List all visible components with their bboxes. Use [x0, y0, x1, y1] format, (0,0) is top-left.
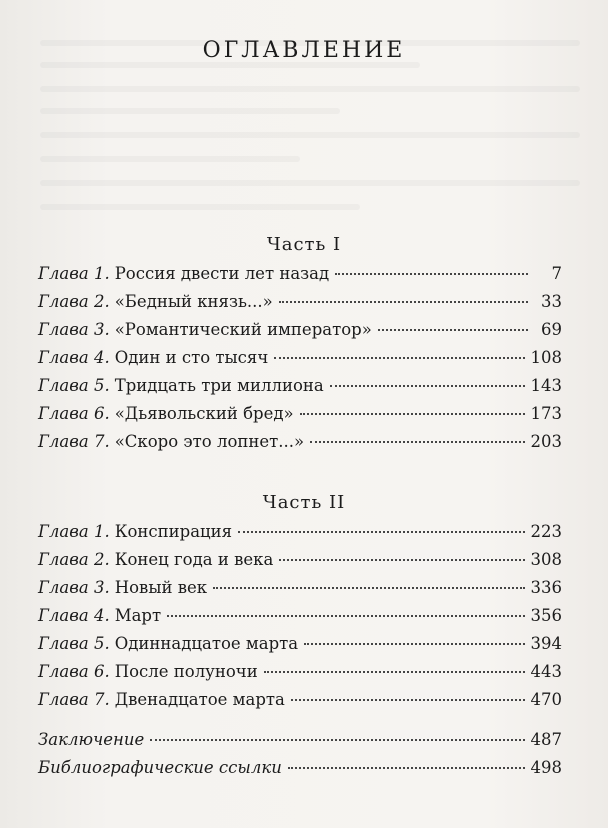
- chapter-label: Глава 1.: [38, 264, 110, 283]
- chapter-label: Глава 6.: [38, 662, 110, 681]
- bleed-through-line: [40, 132, 580, 138]
- page-number: 443: [530, 662, 562, 681]
- chapter-label: Глава 3.: [38, 578, 110, 597]
- chapter-title: Новый век: [114, 578, 208, 597]
- dot-leader: [335, 273, 528, 275]
- chapter-label: Глава 7.: [38, 432, 110, 451]
- dot-leader: [274, 357, 524, 359]
- chapter-label: Глава 3.: [38, 320, 110, 339]
- toc-entry: [38, 264, 562, 290]
- dot-leader: [279, 301, 528, 303]
- dot-leader: [150, 739, 524, 741]
- page-title: ОГЛАВЛЕНИЕ: [202, 38, 406, 63]
- chapter-label: Глава 5.: [38, 376, 110, 395]
- dot-leader: [310, 441, 524, 443]
- page-number: 69: [541, 320, 562, 339]
- toc-entry: [38, 522, 562, 548]
- section-label: Заключение: [38, 730, 145, 749]
- dot-leader: [279, 559, 524, 561]
- dot-leader: [300, 413, 525, 415]
- bleed-through-line: [40, 180, 580, 186]
- chapter-label: Глава 7.: [38, 690, 110, 709]
- chapter-title: «Бедный князь...»: [114, 292, 273, 311]
- dot-leader: [213, 587, 524, 589]
- chapter-label: Глава 6.: [38, 404, 110, 423]
- chapter-title: Двенадцатое марта: [114, 690, 285, 709]
- chapter-label: Глава 2.: [38, 550, 110, 569]
- dot-leader: [167, 615, 524, 617]
- chapter-title: Одиннадцатое марта: [114, 634, 299, 653]
- page-number: 7: [551, 264, 562, 283]
- chapter-title: «Дьявольский бред»: [114, 404, 294, 423]
- page-number: 487: [530, 730, 562, 749]
- page-number: 470: [530, 690, 562, 709]
- chapter-title: Конспирация: [114, 522, 233, 541]
- chapter-label: Глава 4.: [38, 606, 110, 625]
- toc-entry: [38, 432, 562, 458]
- toc-entry: [38, 292, 562, 318]
- toc-entry: [38, 634, 562, 660]
- chapter-title: Конец года и века: [114, 550, 274, 569]
- chapter-title: Март: [114, 606, 162, 625]
- chapter-title: «Скоро это лопнет...»: [114, 432, 305, 451]
- chapter-label: Глава 5.: [38, 634, 110, 653]
- page-number: 356: [530, 606, 562, 625]
- page-number: 308: [530, 550, 562, 569]
- chapter-label: Глава 4.: [38, 348, 110, 367]
- page-number: 33: [541, 292, 562, 311]
- part-heading-1: Часть I: [266, 234, 342, 255]
- dot-leader: [378, 329, 528, 331]
- dot-leader: [291, 699, 525, 701]
- chapter-title: Россия двести лет назад: [114, 264, 330, 283]
- chapter-title: Один и сто тысяч: [114, 348, 269, 367]
- toc-entry: [38, 662, 562, 688]
- page-number: 203: [530, 432, 562, 451]
- page-number: 498: [530, 758, 562, 777]
- chapter-title: Тридцать три миллиона: [114, 376, 324, 395]
- toc-entry: [38, 606, 562, 632]
- dot-leader: [238, 531, 524, 533]
- dot-leader: [288, 767, 525, 769]
- toc-entry: [38, 550, 562, 576]
- page-number: 223: [530, 522, 562, 541]
- chapter-label: Глава 2.: [38, 292, 110, 311]
- toc-entry: [38, 690, 562, 716]
- dot-leader: [304, 643, 524, 645]
- toc-entry: [38, 376, 562, 402]
- bleed-through-line: [40, 204, 360, 210]
- page-number: 108: [530, 348, 562, 367]
- page-number: 143: [530, 376, 562, 395]
- part-heading-2: Часть II: [262, 492, 346, 513]
- toc-entry-conclusion: [38, 730, 562, 756]
- chapter-label: Глава 1.: [38, 522, 110, 541]
- chapter-title: После полуночи: [114, 662, 258, 681]
- page-number: 173: [530, 404, 562, 423]
- chapter-title: «Романтический император»: [114, 320, 372, 339]
- page-number: 394: [530, 634, 562, 653]
- toc-entry: [38, 320, 562, 346]
- dot-leader: [330, 385, 525, 387]
- bleed-through-line: [40, 86, 580, 92]
- toc-entry-bibliography: [38, 758, 562, 784]
- section-label: Библиографические ссылки: [38, 758, 282, 777]
- dot-leader: [264, 671, 525, 673]
- bleed-through-line: [40, 156, 300, 162]
- toc-entry: [38, 578, 562, 604]
- toc-entry: [38, 404, 562, 430]
- page-number: 336: [530, 578, 562, 597]
- bleed-through-line: [40, 108, 340, 114]
- toc-entry: [38, 348, 562, 374]
